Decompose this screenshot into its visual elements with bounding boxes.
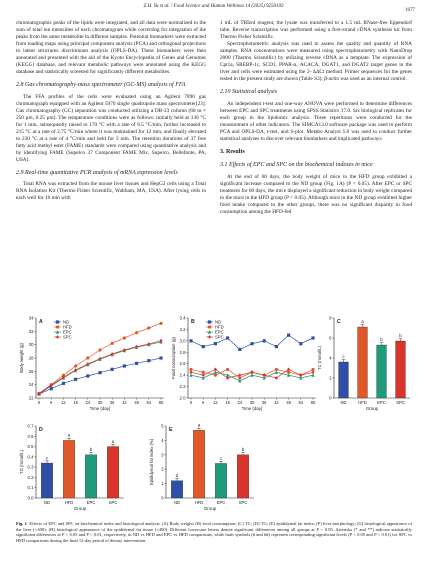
panel-b-legend-marker-hfd bbox=[208, 325, 211, 328]
panel-b-legend-label-epc: EPC bbox=[215, 329, 224, 335]
panel-d-sig-letter-hfd: a bbox=[67, 432, 71, 438]
panel-e-y-tick-label: 1 bbox=[161, 481, 164, 487]
panel-e-y-axis-label: Epididymal fat index (%) bbox=[149, 438, 154, 486]
panel-b-x-tick-label: 24 bbox=[237, 400, 243, 405]
panel-a-legend-label-hfd: HFD bbox=[63, 324, 72, 330]
panel-a-point-hfd bbox=[147, 326, 150, 329]
section-2-10-heading: 2.10 Statistical analysis bbox=[220, 89, 278, 95]
panel-b-x-tick-label: 6 bbox=[202, 400, 205, 405]
panel-b-y-tick-label: 2.0 bbox=[179, 395, 186, 401]
panel-b-point-spc bbox=[299, 373, 302, 377]
panel-a-y-tick-label: 32 bbox=[28, 328, 34, 334]
panel-e-sig-letter-spc: b bbox=[241, 447, 245, 453]
panel-e-bar-nd bbox=[171, 481, 182, 498]
figure-1 bbox=[16, 314, 412, 519]
panel-a-x-axis-label: Time (day) bbox=[89, 406, 111, 411]
panel-d-category-label-spc: SPC bbox=[108, 500, 118, 505]
panel-b-point-hfd bbox=[226, 368, 229, 371]
panel-b-y-tick-label: 3.0 bbox=[179, 338, 186, 344]
panel-a-point-nd bbox=[74, 378, 77, 381]
panel-e-sig-letter-epc: c bbox=[219, 455, 223, 461]
panel-b-x-tick-label: 12 bbox=[213, 400, 218, 405]
panel-b-point-spc bbox=[189, 370, 192, 374]
panel-a-point-hfd bbox=[74, 364, 77, 367]
panel-a-x-tick-label: 24 bbox=[85, 400, 91, 405]
panel-a-y-tick-label: 30 bbox=[28, 342, 34, 348]
panel-a-y-tick-label: 26 bbox=[28, 368, 34, 374]
panel-d-y-tick-label: 0.7 bbox=[27, 423, 34, 429]
panel-b-point-spc bbox=[311, 370, 314, 374]
page-number: 1677 bbox=[405, 8, 415, 13]
panel-c-bar-hfd bbox=[358, 327, 368, 398]
right-column bbox=[220, 20, 412, 216]
panel-b-point-nd bbox=[299, 342, 302, 345]
panel-e-category-label-nd: ND bbox=[173, 500, 181, 505]
panel-a-point-nd bbox=[147, 359, 150, 362]
panel-e-y-tick-label: 4 bbox=[161, 437, 164, 443]
panel-d-y-tick-label: 0.6 bbox=[27, 433, 34, 439]
panel-b-point-nd bbox=[189, 339, 192, 342]
panel-b-y-tick-label: 3.4 bbox=[179, 315, 186, 321]
panel-a-point-hfd bbox=[135, 331, 138, 334]
panel-d-x-axis-label: Group bbox=[73, 506, 87, 511]
panel-c-bar-spc bbox=[396, 341, 406, 398]
panel-a-y-tick-label: 28 bbox=[28, 355, 34, 361]
panel-b-legend-label-nd: ND bbox=[215, 319, 222, 325]
panel-b-y-tick-label: 2.4 bbox=[179, 372, 186, 378]
panel-b-point-spc bbox=[250, 370, 253, 374]
panel-a-legend-marker-spc bbox=[56, 335, 59, 339]
panel-b-legend-label-hfd: HFD bbox=[215, 324, 224, 330]
panel-c-category-label-nd: ND bbox=[340, 400, 347, 405]
panel-c-x-axis-label: Group bbox=[365, 406, 379, 411]
panel-e-y-tick-label: 2 bbox=[161, 466, 164, 472]
panel-e-category-label-epc: EPC bbox=[216, 500, 226, 505]
panel-a-legend-marker-nd bbox=[56, 320, 59, 323]
panel-e-y-tick-label: 5 bbox=[161, 423, 164, 429]
left-paragraph-3: Total RNA was extracted from the mouse liver tissues and HepG2 cells using a Total RNA Isolation Kit (Thermo Fisher Scientific, Waltham, MA, USA). After lysing cells in each well for 10 min with bbox=[16, 181, 206, 201]
panel-d-bar-spc bbox=[107, 447, 118, 498]
panel-b-x-tick-label: 48 bbox=[286, 400, 291, 405]
panel-d-sig-letter-spc: a bbox=[111, 438, 115, 444]
panel-b-point-spc bbox=[287, 368, 290, 372]
panel-e-bar-hfd bbox=[193, 430, 204, 498]
panel-d-bar-nd bbox=[41, 463, 52, 498]
panel-c-y-tick-label: 0 bbox=[329, 395, 332, 401]
panel-a-y-tick-label: 22 bbox=[28, 395, 34, 401]
panel-b-x-axis-label: Time (day) bbox=[241, 406, 263, 411]
panel-b-y-tick-label: 3.2 bbox=[179, 326, 186, 332]
panel-d-y-tick-label: 0.1 bbox=[27, 485, 34, 491]
panel-d-y-tick-label: 0.4 bbox=[27, 454, 34, 460]
panel-c-panel-label: C bbox=[337, 319, 341, 325]
right-paragraph-3: An independent t-test and one-way ANOVA were performed to determine differences between EPC and SPC treatments using SPSS Statistics 17.0. Six biological replicates for each group in the lipidomic analysis. Three repetitions were conducted for the measurement of other indicators. The SIMCA13.0 software package was used to perform PCA and OPLS-DA, t-test, and S-plot. Metabo Analyst 5.0 was used to conduct further statistical analyses to discover relevant biomarkers and implicated pathways. bbox=[220, 100, 412, 142]
panel-e-category-label-spc: SPC bbox=[238, 500, 248, 505]
panel-a-x-tick-label: 36 bbox=[109, 400, 115, 405]
panel-a-y-axis-label: Body weight (g) bbox=[19, 343, 24, 373]
panel-e-y-tick-label: 0 bbox=[161, 495, 164, 501]
panel-d-y-tick-label: 0.5 bbox=[27, 444, 34, 450]
panel-d-sig-letter-nd: c bbox=[45, 455, 49, 461]
panel-b-x-tick-label: 60 bbox=[310, 400, 316, 405]
panel-d-panel-label: D bbox=[39, 427, 43, 433]
panel-a-x-tick-label: 60 bbox=[158, 400, 164, 405]
panel-e-sig-letter-hfd: a bbox=[197, 422, 201, 428]
panel-b-x-tick-label: 54 bbox=[298, 400, 304, 405]
panel-c-y-tick-label: 6 bbox=[329, 335, 332, 341]
panel-a-series-line-nd bbox=[39, 358, 161, 394]
panel-d-sig-letter-epc: b bbox=[89, 447, 93, 453]
panel-b-panel-label: B bbox=[191, 319, 195, 325]
panel-d-category-label-epc: EPC bbox=[86, 500, 96, 505]
panel-a-x-tick-label: 48 bbox=[134, 400, 139, 405]
panel-c-bar-epc bbox=[377, 345, 387, 398]
panel-a-point-nd bbox=[62, 382, 65, 385]
panel-e-bar-spc bbox=[237, 455, 248, 498]
panel-c-y-tick-label: 2 bbox=[329, 375, 332, 381]
panel-a-x-tick-label: 0 bbox=[37, 400, 41, 405]
panel-b-point-epc bbox=[275, 370, 278, 374]
panel-b-y-axis-label: Food consumption (g) bbox=[171, 337, 176, 379]
section-2-8-heading: 2.8 Gas chromatography-mass spectrometer (GC-MS) analysis of FFA bbox=[16, 82, 186, 88]
panel-a-x-tick-label: 18 bbox=[73, 400, 78, 405]
panel-a-point-hfd bbox=[98, 348, 101, 351]
right-paragraph-2: Spectrophotometric analysis was used to assess the quality and quantity of RNA samples. RNA concentrations were measured using spectrophotometry with NanoDrop 2000 (Thermo Scientific) by utilizing reverse cDNA as a template. The expression of Cpt1a, SREBP-1c, SCD1, PPAR-α, ACACA, DGAT1, and DGAT2 target genes in the liver and cells were estimated using the 2−ΔΔCt method. Primer sequences for the genes tested in the present study are shown (Table S3); β-actin was used as an internal control. bbox=[220, 41, 412, 82]
panel-b-point-hfd bbox=[214, 374, 217, 377]
panel-b-point-spc bbox=[202, 373, 205, 377]
panel-a-legend-label-spc: SPC bbox=[63, 334, 72, 340]
panel-a-point-nd bbox=[98, 371, 101, 374]
figure-1-svg bbox=[16, 314, 412, 519]
panel-c-y-axis-label: TC (mmol/L) bbox=[317, 346, 322, 370]
panel-c-y-tick-label: 8 bbox=[329, 315, 332, 321]
panel-b-point-spc bbox=[214, 368, 217, 372]
panel-a-point-nd bbox=[123, 364, 126, 367]
panel-b-legend-label-spc: SPC bbox=[215, 334, 224, 340]
panel-c-sig-letter-nd: c bbox=[342, 354, 345, 360]
panel-b-point-nd bbox=[202, 345, 205, 348]
panel-b-point-nd bbox=[226, 336, 229, 339]
panel-e-x-axis-label: Group bbox=[203, 506, 217, 511]
panel-a-panel-label: A bbox=[39, 319, 43, 325]
panel-a-legend-label-epc: EPC bbox=[63, 329, 72, 335]
panel-e-sig-letter-nd: d bbox=[175, 473, 179, 479]
panel-c-sig-letter-hfd: a bbox=[361, 319, 364, 325]
panel-b-y-tick-label: 2.8 bbox=[179, 349, 186, 355]
section-3-1-heading: 3.1 Effects of EPC and SPC on the biochemical indexes in mice bbox=[220, 162, 373, 168]
panel-b-point-spc bbox=[275, 376, 278, 380]
panel-a-point-nd bbox=[159, 356, 162, 359]
running-header bbox=[0, 4, 427, 14]
panel-b-point-nd bbox=[275, 345, 278, 348]
panel-b-point-spc bbox=[263, 373, 266, 377]
right-paragraph-4: At the end of 60 days, the body weight of mice in the HFD group exhibited a significant increase compared to the ND group (Fig. 1A) (P < 0.05). After EPC or SPC treatment for 60 days, the mice displayed a significant reduction in body weight compared to the mice in the HFD group (P < 0.05). Although mice in the ND group exhibited higher food intake compared to the other groups, there was no significant disparity in food consumption among the HFD-fed bbox=[220, 173, 412, 215]
panel-d-y-tick-label: 0.3 bbox=[27, 464, 34, 470]
panel-a-point-hfd bbox=[86, 356, 89, 359]
panel-b-point-nd bbox=[214, 342, 217, 345]
panel-b-x-tick-label: 30 bbox=[249, 400, 255, 405]
panel-d-y-axis-label: TG (mmol/L) bbox=[19, 449, 24, 475]
panel-a-point-nd bbox=[135, 362, 138, 365]
panel-b-y-tick-label: 2.6 bbox=[179, 361, 186, 367]
panel-a-x-tick-label: 42 bbox=[122, 400, 127, 405]
panel-c-bar-nd bbox=[339, 362, 349, 398]
panel-c-sig-letter-epc: b bbox=[380, 337, 383, 343]
panel-a-x-tick-label: 12 bbox=[61, 400, 66, 405]
panel-d-bar-hfd bbox=[63, 440, 74, 498]
panel-a-point-hfd bbox=[111, 342, 114, 345]
panel-e-bar-epc bbox=[215, 463, 226, 498]
right-paragraph-1: 1 mL of TRIzol reagent, the lysate was transferred to a 1.5 mL RNase-free Eppendorf tube. Reverse transcription was performed using a first-strand cDNA synthesis kit from Thermo Fisher Scientific. bbox=[220, 20, 412, 40]
panel-b-legend-marker-spc bbox=[208, 335, 211, 339]
panel-a-x-tick-label: 6 bbox=[50, 400, 53, 405]
panel-a-legend-marker-hfd bbox=[56, 325, 59, 328]
panel-e-y-tick-label: 3 bbox=[161, 452, 164, 458]
panel-d-bar-epc bbox=[85, 455, 96, 498]
running-head-text: Z.H. Yu et al. / Food Science and Human Wellness 14 (2025) 9250103 bbox=[143, 4, 284, 9]
panel-d-y-tick-label: 0.0 bbox=[27, 495, 34, 501]
caption-text: Effects of EPC and SPC on biochemical index and histological analysis. (A) Body weight; (B) food consumption; (C) TC; (D) TG; (E) epididymal fat index; (F) liver morphology; (G) histological appearance of the liver (×400); (H) histological appearance of the epididymal fat tissue (×400). Different lowercase letters denote significant differences among all groups at P < 0.05. Asterisks (* and **) indicate statistically significant differences at P < 0.05 and P < 0.01, respectively, in ND vs HFD and EPC vs HFD comparisons, while hash symbols (# and ##) represent corresponding significant levels (P < 0.05 and P < 0.01) for SPC vs HFD comparisons during the final 12-day period of dietary intervention. bbox=[16, 521, 413, 543]
panel-d-y-tick-label: 0.2 bbox=[27, 474, 34, 480]
panel-b-point-spc bbox=[238, 373, 241, 377]
panel-b-y-tick-label: 2.2 bbox=[179, 384, 186, 390]
panel-a-y-tick-label: 24 bbox=[28, 382, 34, 388]
panel-b-point-nd bbox=[263, 339, 266, 342]
panel-b-x-tick-label: 42 bbox=[274, 400, 279, 405]
panel-a-legend-label-nd: ND bbox=[63, 319, 70, 325]
panel-a-point-nd bbox=[86, 374, 89, 377]
left-column bbox=[16, 20, 206, 202]
panel-b-x-tick-label: 0 bbox=[189, 400, 193, 405]
panel-b-point-nd bbox=[250, 342, 253, 345]
left-paragraph-1: chromatographic peaks of the lipids were integrated, and all data were normalized to the sum of total ion intensities of each chromatogram while correcting for integration of the peaks from the same metabolite in different samples. Potential biomarkers were extracted from loading maps using principal component analysis (PCA) and orthogonal projections to latent structures discriminant analysis (OPLS-DA). These biomarkers were then annotated and presented with the aid of the Kyoto Encyclopedia of Genes and Genomes (KEGG) database, and relevant metabolic pathways were annotated using the KEGG database and statistically screened for significantly different metabolites. bbox=[16, 20, 206, 75]
panel-a-x-tick-label: 30 bbox=[97, 400, 103, 405]
panel-c-y-tick-label: 4 bbox=[329, 355, 332, 361]
panel-c-category-label-spc: SPC bbox=[396, 400, 405, 405]
caption-label: Fig. 1 bbox=[16, 521, 27, 526]
panel-e-category-label-hfd: HFD bbox=[194, 500, 204, 505]
panel-a-point-nd bbox=[111, 368, 114, 371]
panel-a-x-tick-label: 54 bbox=[146, 400, 152, 405]
panel-b-x-tick-label: 18 bbox=[225, 400, 230, 405]
panel-c-category-label-epc: EPC bbox=[377, 400, 386, 405]
panel-a-point-hfd bbox=[123, 336, 126, 339]
panel-a-point-hfd bbox=[159, 322, 162, 325]
panel-d-category-label-nd: ND bbox=[43, 500, 51, 505]
panel-c-sig-letter-spc: b bbox=[399, 333, 402, 339]
panel-e-panel-label: E bbox=[169, 427, 173, 433]
panel-c-category-label-hfd: HFD bbox=[358, 400, 367, 405]
panel-b-x-tick-label: 36 bbox=[261, 400, 267, 405]
section-2-9-heading: 2.9 Real-time quantitative PCR analysis of mRNA expression levels bbox=[16, 169, 178, 176]
panel-b-point-nd bbox=[238, 348, 241, 351]
section-3-heading: 3. Results bbox=[220, 148, 245, 155]
panel-d-category-label-hfd: HFD bbox=[64, 500, 74, 505]
panel-b-point-nd bbox=[287, 334, 290, 337]
panel-b-legend-marker-nd bbox=[208, 320, 211, 323]
left-paragraph-2: The FFA profiles of the cells were evaluated using an Agilent 7890 gas chromatograph equipped with an Agilent 5970 single quadrupole mass spectrometer[23]. Gas chromatography (GC) separation was conducted utilizing a DB-23 column (60 m × 250 μm, 0.25 μm). The temperature conditions were as follows: initially held at 130 °C for 1 min, subsequently raised to 170 °C with a rate of 6.5 °C/min, further increased to 215 °C at a rate of 2.75 °C/min where it was maintained for 12 min, and finally elevated to 230 °C at a rate of 4 °C/min and held for 3 min. The retention durations of 37 free fatty acid methyl ester (FAME) standards were compared using quantitative analysis and by identifying FAME (Supelco 37 Component FAME Mix, Supelco, Bellefonte, PA, USA). bbox=[16, 93, 206, 163]
panel-a-y-tick-label: 34 bbox=[28, 315, 34, 321]
panel-b-point-nd bbox=[311, 336, 314, 339]
figure-caption bbox=[16, 521, 412, 543]
